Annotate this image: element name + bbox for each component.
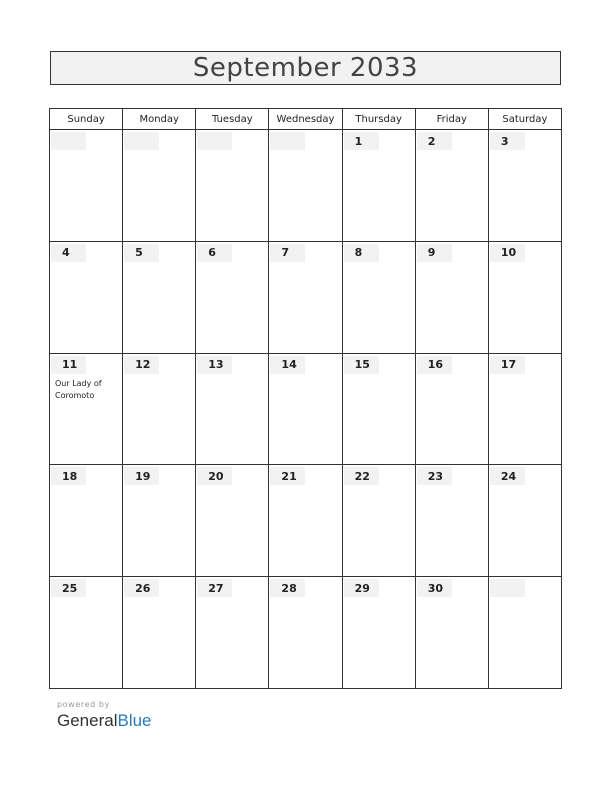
day-number — [197, 132, 232, 150]
day-number: 4 — [51, 244, 86, 262]
day-cell[interactable] — [342, 130, 415, 241]
day-number: 21 — [270, 467, 305, 485]
day-number: 16 — [417, 356, 452, 374]
day-number: 29 — [344, 579, 379, 597]
day-number: 24 — [490, 467, 525, 485]
calendar-title: September 2033 — [192, 53, 419, 83]
day-number — [124, 132, 159, 150]
day-number: 1 — [344, 132, 379, 150]
generalblue-logo[interactable] — [57, 711, 152, 731]
weekday-friday: Friday — [415, 109, 488, 129]
week-row — [50, 241, 561, 353]
day-cell[interactable] — [122, 354, 195, 465]
day-cell[interactable] — [415, 465, 488, 576]
weeks-container — [50, 130, 561, 688]
day-number — [51, 132, 86, 150]
day-number: 15 — [344, 356, 379, 374]
day-cell[interactable] — [195, 242, 268, 353]
day-cell[interactable] — [342, 354, 415, 465]
week-row — [50, 353, 561, 465]
day-cell[interactable] — [122, 577, 195, 688]
day-number: 11 — [51, 356, 86, 374]
day-cell[interactable] — [415, 130, 488, 241]
day-cell[interactable] — [122, 465, 195, 576]
day-number: 22 — [344, 467, 379, 485]
week-row — [50, 464, 561, 576]
day-number: 5 — [124, 244, 159, 262]
footer — [57, 700, 152, 731]
holiday-event: Our Lady of Coromoto — [55, 378, 102, 400]
weekday-header-row — [50, 109, 561, 130]
day-cell[interactable] — [195, 465, 268, 576]
day-cell[interactable] — [488, 130, 561, 241]
day-cell[interactable] — [195, 354, 268, 465]
day-cell[interactable] — [415, 577, 488, 688]
day-number: 25 — [51, 579, 86, 597]
day-cell[interactable] — [195, 130, 268, 241]
day-number: 17 — [490, 356, 525, 374]
day-cell[interactable] — [342, 465, 415, 576]
day-cell[interactable] — [50, 130, 122, 241]
day-number: 14 — [270, 356, 305, 374]
day-cell[interactable] — [488, 242, 561, 353]
day-number: 13 — [197, 356, 232, 374]
weekday-monday: Monday — [122, 109, 195, 129]
day-cell[interactable] — [50, 354, 122, 465]
day-number: 20 — [197, 467, 232, 485]
powered-by-text: powered by — [57, 700, 110, 709]
day-cell[interactable] — [342, 242, 415, 353]
weekday-saturday: Saturday — [488, 109, 561, 129]
day-number — [490, 579, 525, 597]
day-cell[interactable] — [488, 354, 561, 465]
day-number: 18 — [51, 467, 86, 485]
day-number: 2 — [417, 132, 452, 150]
day-number: 26 — [124, 579, 159, 597]
day-cell[interactable] — [50, 242, 122, 353]
brand-general: General — [57, 711, 118, 730]
day-number: 28 — [270, 579, 305, 597]
day-cell[interactable] — [488, 465, 561, 576]
week-row — [50, 130, 561, 241]
day-cell[interactable] — [268, 354, 341, 465]
day-number: 8 — [344, 244, 379, 262]
day-number: 10 — [490, 244, 525, 262]
day-cell[interactable] — [50, 465, 122, 576]
day-number: 3 — [490, 132, 525, 150]
day-number: 23 — [417, 467, 452, 485]
day-cell[interactable] — [122, 242, 195, 353]
day-cell[interactable] — [50, 577, 122, 688]
day-cell[interactable] — [268, 130, 341, 241]
day-cell[interactable] — [415, 354, 488, 465]
weekday-tuesday: Tuesday — [195, 109, 268, 129]
week-row — [50, 576, 561, 688]
day-number: 27 — [197, 579, 232, 597]
brand-blue: Blue — [117, 711, 152, 730]
calendar-grid — [49, 108, 562, 689]
day-number: 9 — [417, 244, 452, 262]
day-number: 19 — [124, 467, 159, 485]
day-cell[interactable] — [415, 242, 488, 353]
day-number: 7 — [270, 244, 305, 262]
day-cell[interactable] — [268, 577, 341, 688]
calendar-title-box — [50, 51, 561, 85]
day-cell[interactable] — [268, 465, 341, 576]
day-cell[interactable] — [342, 577, 415, 688]
day-number: 6 — [197, 244, 232, 262]
weekday-wednesday: Wednesday — [268, 109, 341, 129]
day-cell[interactable] — [268, 242, 341, 353]
day-number: 30 — [417, 579, 452, 597]
day-cell[interactable] — [488, 577, 561, 688]
weekday-thursday: Thursday — [342, 109, 415, 129]
weekday-sunday: Sunday — [67, 113, 105, 125]
day-number — [270, 132, 305, 150]
day-number: 12 — [124, 356, 159, 374]
day-cell[interactable] — [195, 577, 268, 688]
day-cell[interactable] — [122, 130, 195, 241]
